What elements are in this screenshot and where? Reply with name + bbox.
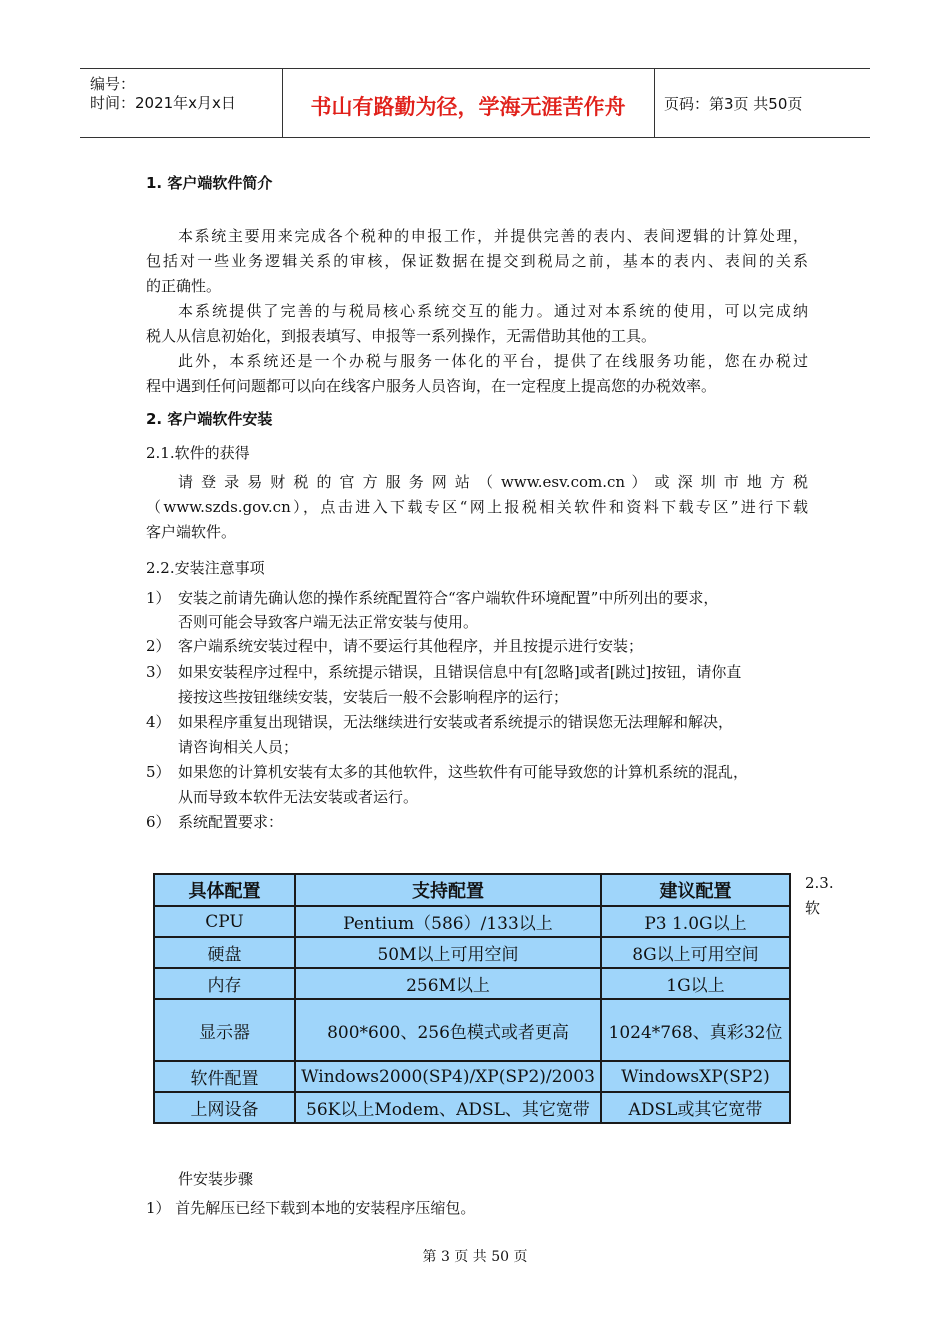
table-cell: 56K以上Modem、ADSL、其它宽带 bbox=[295, 1092, 601, 1123]
table-cell: P3 1.0G以上 bbox=[601, 906, 790, 937]
table-cell: 显示器 bbox=[154, 999, 295, 1061]
table-row bbox=[154, 968, 790, 999]
list-item-number: 1） bbox=[146, 589, 171, 607]
page-footer: 第 3 页 共 50 页 bbox=[422, 1249, 528, 1265]
header-motto: 书山有路勤为径，学海无涯苦作舟 bbox=[310, 95, 626, 119]
list-item-text: 安装之前请先确认您的操作系统配置符合“客户端软件环境配置”中所列出的要求， bbox=[178, 589, 719, 607]
paragraph-line: 此外，本系统还是一个办税与服务一体化的平台，提供了在线服务功能，您在办税过 bbox=[178, 352, 808, 370]
table-cell: 1G以上 bbox=[601, 968, 790, 999]
paragraph-line: 本系统主要用来完成各个税种的申报工作，并提供完善的表内、表间逻辑的计算处理， bbox=[178, 227, 808, 245]
table-row bbox=[154, 999, 790, 1061]
document-date-label: 时间：2021年x月x日 bbox=[90, 94, 236, 112]
table-cell: WindowsXP(SP2) bbox=[601, 1061, 790, 1092]
table-cell: 硬盘 bbox=[154, 937, 295, 968]
document-number-label: 编号： bbox=[90, 75, 136, 93]
page-header bbox=[80, 68, 870, 138]
step-item: 1） 首先解压已经下载到本地的安装程序压缩包。 bbox=[146, 1199, 476, 1217]
table-row bbox=[154, 1092, 790, 1123]
paragraph-line: （www.szds.gov.cn），点击进入下载专区“网上报税相关软件和资料下载专区”进行下载 bbox=[146, 498, 808, 516]
table-row bbox=[154, 906, 790, 937]
section-title-continuation: 件安装步骤 bbox=[178, 1170, 254, 1188]
system-config-table bbox=[153, 873, 791, 1124]
list-item-text: 如果安装程序过程中，系统提示错误，且错误信息中有[忽略]或者[跳过]按钮，请你直 bbox=[178, 663, 742, 681]
list-item-number: 6） bbox=[146, 813, 171, 831]
paragraph-line: 请 登 录 易 财 税 的 官 方 服 务 网 站 （ www.esv.com.cn ） 或 深 圳 市 地 方 税 bbox=[178, 473, 808, 491]
list-item-text: 如果程序重复出现错误，无法继续进行安装或者系统提示的错误您无法理解和解决， bbox=[178, 713, 734, 731]
header-middle-cell bbox=[282, 69, 655, 137]
table-row bbox=[154, 1061, 790, 1092]
list-item-text: 如果您的计算机安装有太多的其他软件，这些软件有可能导致您的计算机系统的混乱， bbox=[178, 763, 749, 781]
paragraph-line: 的正确性。 bbox=[146, 277, 222, 295]
paragraph-line: 包括对一些业务逻辑关系的审核，保证数据在提交到税局之前，基本的表内、表间的关系 bbox=[146, 252, 808, 270]
list-item-number: 2） bbox=[146, 637, 171, 655]
section-heading-1: 1. 客户端软件简介 bbox=[146, 174, 273, 192]
table-cell: Pentium（586）/133以上 bbox=[295, 906, 601, 937]
list-item-number: 3） bbox=[146, 663, 171, 681]
table-cell: 256M以上 bbox=[295, 968, 601, 999]
list-item-text: 否则可能会导致客户端无法正常安装与使用。 bbox=[178, 613, 479, 631]
subsection-title-2-2: 2.2.安装注意事项 bbox=[146, 559, 265, 577]
paragraph-line: 程中遇到任何问题都可以向在线客户服务人员咨询，在一定程度上提高您的办税效率。 bbox=[146, 377, 717, 395]
list-item-number: 5） bbox=[146, 763, 171, 781]
table-cell: CPU bbox=[154, 906, 295, 937]
table-cell: 8G以上可用空间 bbox=[601, 937, 790, 968]
list-item-text: 接按这些按钮继续安装，安装后一般不会影响程序的运行； bbox=[178, 688, 569, 706]
paragraph-line: 本系统提供了完善的与税局核心系统交互的能力。通过对本系统的使用，可以完成纳 bbox=[178, 302, 808, 320]
list-item-text: 客户端系统安装过程中，请不要运行其他程序，并且按提示进行安装； bbox=[178, 637, 644, 655]
table-cell: ADSL或其它宽带 bbox=[601, 1092, 790, 1123]
column-header: 具体配置 bbox=[154, 874, 295, 906]
table-cell: Windows2000(SP4)/XP(SP2)/2003 bbox=[295, 1061, 601, 1092]
list-item-number: 4） bbox=[146, 713, 171, 731]
list-item-text: 请咨询相关人员； bbox=[178, 738, 299, 756]
table-header-row bbox=[154, 874, 790, 906]
table-row bbox=[154, 937, 790, 968]
header-right-cell bbox=[654, 69, 870, 137]
table-cell: 软件配置 bbox=[154, 1061, 295, 1092]
column-header: 支持配置 bbox=[295, 874, 601, 906]
section-number-fragment: 2.3. bbox=[805, 874, 834, 892]
table-cell: 上网设备 bbox=[154, 1092, 295, 1123]
table-cell: 800*600、256色模式或者更高 bbox=[295, 999, 601, 1061]
paragraph-line: 客户端软件。 bbox=[146, 523, 237, 541]
header-left-cell bbox=[80, 69, 283, 137]
list-item-text: 系统配置要求： bbox=[178, 813, 284, 831]
page-number-label: 页码：第3页 共50页 bbox=[664, 95, 803, 113]
subsection-title-2-1: 2.1.软件的获得 bbox=[146, 444, 250, 462]
table-cell: 50M以上可用空间 bbox=[295, 937, 601, 968]
list-item-text: 从而导致本软件无法安装或者运行。 bbox=[178, 788, 419, 806]
column-header: 建议配置 bbox=[601, 874, 790, 906]
paragraph-line: 税人从信息初始化，到报表填写、申报等一系列操作，无需借助其他的工具。 bbox=[146, 327, 657, 345]
section-title-fragment: 软 bbox=[805, 899, 821, 917]
table-cell: 1024*768、真彩32位 bbox=[601, 999, 790, 1061]
section-heading-2: 2. 客户端软件安装 bbox=[146, 410, 273, 428]
table-cell: 内存 bbox=[154, 968, 295, 999]
